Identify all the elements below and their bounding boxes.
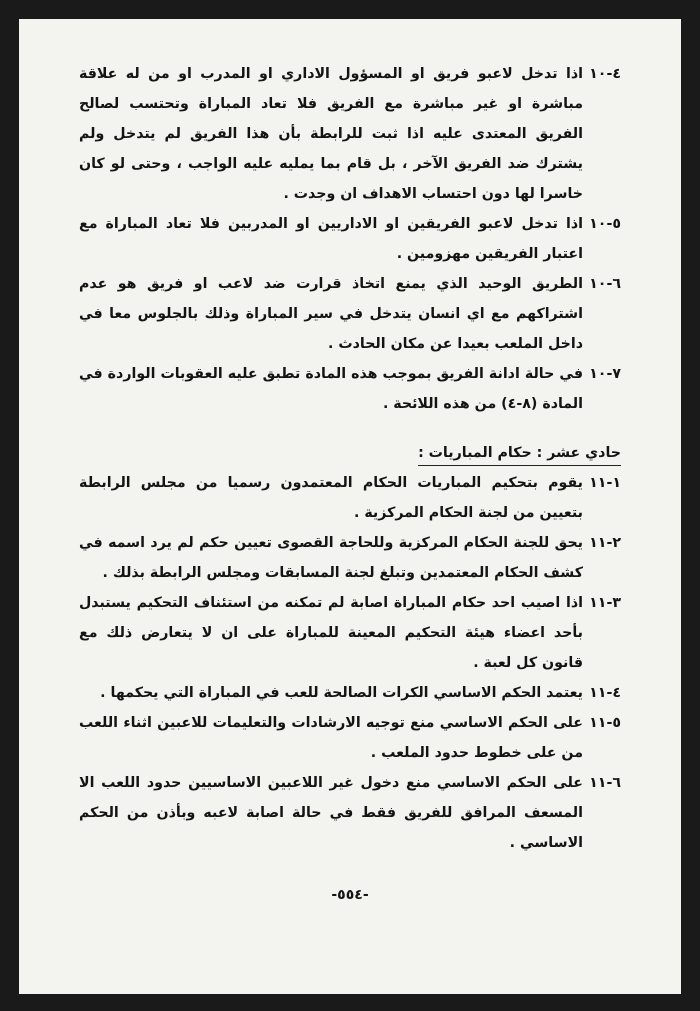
clause-text: على الحكم الاساسي منع دخول غير اللاعبين الاساسيين حدود اللعب الا المسعف المرافق للفريق فقط في حالة اصابة لاعبه وبأذن من الحكم الاساسي . bbox=[79, 775, 583, 851]
section-heading: حادي عشر : حكام المباريات : bbox=[418, 441, 621, 466]
document-body bbox=[79, 59, 621, 858]
clause-text: اذا تدخل لاعبو الفريقين او الاداريين او المدربين فلا تعاد المباراة مع اعتبار الفريقين مهزومين . bbox=[79, 216, 583, 262]
clause-11-2 bbox=[79, 528, 621, 588]
clause-text: يحق للجنة الحكام المركزية وللحاجة القصوى تعيين حكم لم يرد اسمه في كشف الحكام المعتمدين وتبلغ لجنة المسابقات ومجلس الرابطة بذلك . bbox=[79, 535, 583, 581]
clause-text: اذا اصيب احد حكام المباراة اصابة لم تمكنه من استئناف التحكيم يستبدل بأحد اعضاء هيئة التحكيم المعينة للمباراة على ان لا يتعارض ذلك مع قانون كل لعبة . bbox=[79, 595, 583, 671]
clause-number: ٦-١٠ bbox=[589, 276, 621, 292]
clause-number: ٣-١١ bbox=[589, 595, 621, 611]
clause-11-1 bbox=[79, 468, 621, 528]
clause-text: على الحكم الاساسي منع توجيه الارشادات والتعليمات للاعبين اثناء اللعب من على خطوط حدود الملعب . bbox=[79, 715, 583, 761]
clause-number: ٥-١٠ bbox=[589, 216, 621, 232]
clause-text: في حالة ادانة الفريق بموجب هذه المادة تطبق عليه العقوبات الواردة في المادة (٨-٤) من هذه اللائحة . bbox=[79, 366, 583, 412]
clause-text: يعتمد الحكم الاساسي الكرات الصالحة للعب في المباراة التي يحكمها . bbox=[100, 685, 583, 701]
clause-number: ٧-١٠ bbox=[589, 366, 621, 382]
clause-number: ٤-١١ bbox=[589, 685, 621, 701]
clause-10-6 bbox=[79, 269, 621, 359]
clause-10-4 bbox=[79, 59, 621, 209]
clause-number: ٢-١١ bbox=[589, 535, 621, 551]
clause-text: الطريق الوحيد الذي يمنع اتخاذ قرارت ضد لاعب او فريق هو عدم اشتراكهم مع اي انسان يتدخل في سير المباراة وذلك بالجلوس معا في داخل الملعب بعيدا عن مكان الحادث . bbox=[79, 276, 583, 352]
clause-10-7 bbox=[79, 359, 621, 419]
clause-11-4 bbox=[79, 678, 621, 708]
clause-number: ٤-١٠ bbox=[589, 66, 621, 82]
clause-11-3 bbox=[79, 588, 621, 678]
clause-11-5 bbox=[79, 708, 621, 768]
clause-10-5 bbox=[79, 209, 621, 269]
clause-number: ١-١١ bbox=[589, 475, 621, 491]
clause-number: ٥-١١ bbox=[589, 715, 621, 731]
clause-number: ٦-١١ bbox=[589, 775, 621, 791]
clause-11-6 bbox=[79, 768, 621, 858]
document-page bbox=[19, 19, 681, 994]
clause-text: اذا تدخل لاعبو فريق او المسؤول الاداري او المدرب او من له علاقة مباشرة او غير مباشرة مع الفريق فلا تعاد المباراة وتحتسب لصالح الفريق المعتدى عليه اذا ثبت للرابطة بأن هذا الفريق لم يتدخل ولم يشترك ضد الفريق الآخر ، بل قام بما يمليه عليه الواجب ، وحتى لو كان خاسرا لها دون احتساب الاهداف ان وجدت . bbox=[79, 66, 583, 202]
page-number: -٥٥٤- bbox=[331, 887, 369, 903]
clause-text: يقوم بتحكيم المباريات الحكام المعتمدون رسميا من مجلس الرابطة بتعيين من لجنة الحكام المركزية . bbox=[79, 475, 583, 521]
